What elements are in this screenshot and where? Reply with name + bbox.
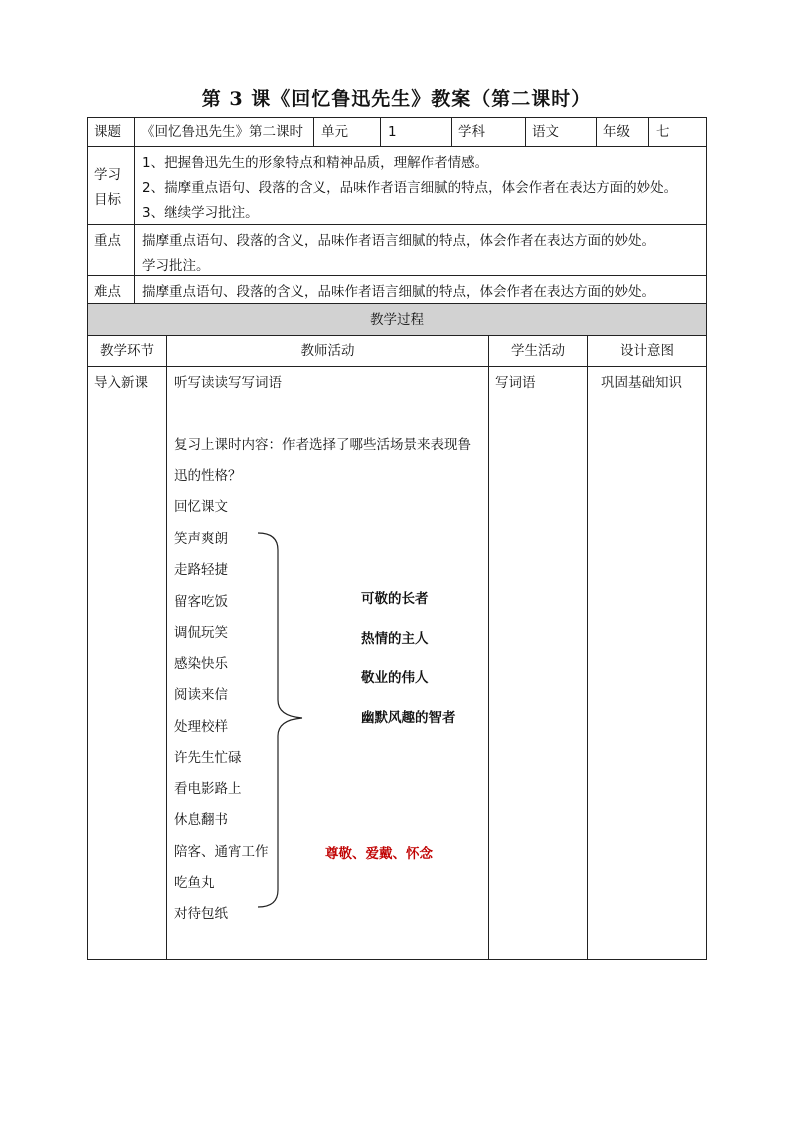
difficulties-text: 揣摩重点语句、段落的含义，品味作者语言细腻的特点，体会作者在表达方面的妙处。	[142, 284, 655, 300]
design-intent: 巩固基础知识	[601, 375, 682, 391]
scene-item: 对待包纸	[174, 906, 228, 922]
table-border-left	[87, 117, 88, 960]
objective-item: 1、把握鲁迅先生的形象特点和精神品质，理解作者情感。	[142, 155, 489, 171]
scene-item: 吃鱼丸	[174, 875, 215, 891]
row-divider	[87, 335, 707, 336]
scene-item: 留客吃饭	[174, 594, 228, 610]
objective-item: 2、揣摩重点语句、段落的含义，品味作者语言细腻的特点，体会作者在表达方面的妙处。	[142, 180, 678, 196]
col-divider	[134, 117, 135, 304]
difficulties-label: 难点	[94, 284, 121, 300]
stage-name: 导入新课	[94, 375, 148, 391]
trait-item: 幽默风趣的智者	[361, 710, 456, 726]
process-title: 教学过程	[370, 312, 424, 328]
row-divider	[87, 146, 707, 147]
col-divider	[451, 117, 452, 147]
emotions-text: 尊敬、爱戴、怀念	[325, 846, 433, 862]
student-activity: 写词语	[495, 375, 536, 391]
col-divider	[166, 335, 167, 960]
scene-item: 看电影路上	[174, 781, 242, 797]
key-point-line: 学习批注。	[142, 258, 210, 274]
table-border-bottom	[87, 959, 707, 960]
column-header: 设计意图	[620, 343, 674, 359]
scene-item: 调侃玩笑	[174, 625, 228, 641]
unit-value: 1	[388, 124, 397, 140]
teacher-activity-line: 听写读读写写词语	[174, 375, 282, 391]
grade-value: 七	[656, 124, 670, 140]
subject-label: 学科	[458, 124, 485, 140]
scene-item: 走路轻捷	[174, 562, 228, 578]
objectives-label: 学习	[94, 167, 121, 183]
col-divider	[648, 117, 649, 147]
teacher-activity-line: 复习上课时内容：作者选择了哪些活场景来表现鲁	[174, 437, 471, 453]
key-point-line: 揣摩重点语句、段落的含义，品味作者语言细腻的特点，体会作者在表达方面的妙处。	[142, 233, 655, 249]
objectives-label: 目标	[94, 192, 121, 208]
row-divider	[87, 303, 707, 304]
document-title: 第 3 课《回忆鲁迅先生》教案（第二课时）	[201, 88, 592, 110]
col-divider	[313, 117, 314, 147]
column-header: 教师活动	[300, 343, 355, 359]
trait-item: 可敬的长者	[361, 591, 429, 607]
col-divider	[380, 117, 381, 147]
table-border-top	[87, 117, 707, 118]
col-divider	[587, 335, 588, 960]
topic-value: 《回忆鲁迅先生》第二课时	[141, 124, 303, 140]
scene-item: 感染快乐	[174, 656, 228, 672]
scene-item: 休息翻书	[174, 812, 228, 828]
row-divider	[87, 366, 707, 367]
table-border-right	[706, 117, 707, 960]
col-divider	[488, 335, 489, 960]
objective-item: 3、继续学习批注。	[142, 205, 259, 221]
trait-item: 热情的主人	[361, 631, 429, 647]
col-divider	[525, 117, 526, 147]
scene-item: 笑声爽朗	[174, 531, 228, 547]
row-divider	[87, 224, 707, 225]
subject-value: 语文	[532, 124, 559, 140]
curly-brace	[250, 528, 310, 912]
column-header: 学生活动	[511, 343, 565, 359]
key-points-label: 重点	[94, 233, 121, 249]
scene-item: 陪客、通宵工作	[174, 844, 269, 860]
scene-item: 处理校样	[174, 719, 228, 735]
column-header: 教学环节	[100, 343, 154, 359]
col-divider	[596, 117, 597, 147]
teacher-activity-line: 回忆课文	[174, 499, 228, 515]
scene-item: 许先生忙碌	[174, 750, 242, 766]
trait-item: 敬业的伟人	[361, 670, 429, 686]
grade-label: 年级	[603, 124, 630, 140]
unit-label: 单元	[321, 124, 348, 140]
row-divider	[87, 275, 707, 276]
scene-item: 阅读来信	[174, 687, 228, 703]
topic-label: 课题	[94, 124, 121, 140]
teacher-activity-line: 迅的性格？	[174, 468, 242, 484]
